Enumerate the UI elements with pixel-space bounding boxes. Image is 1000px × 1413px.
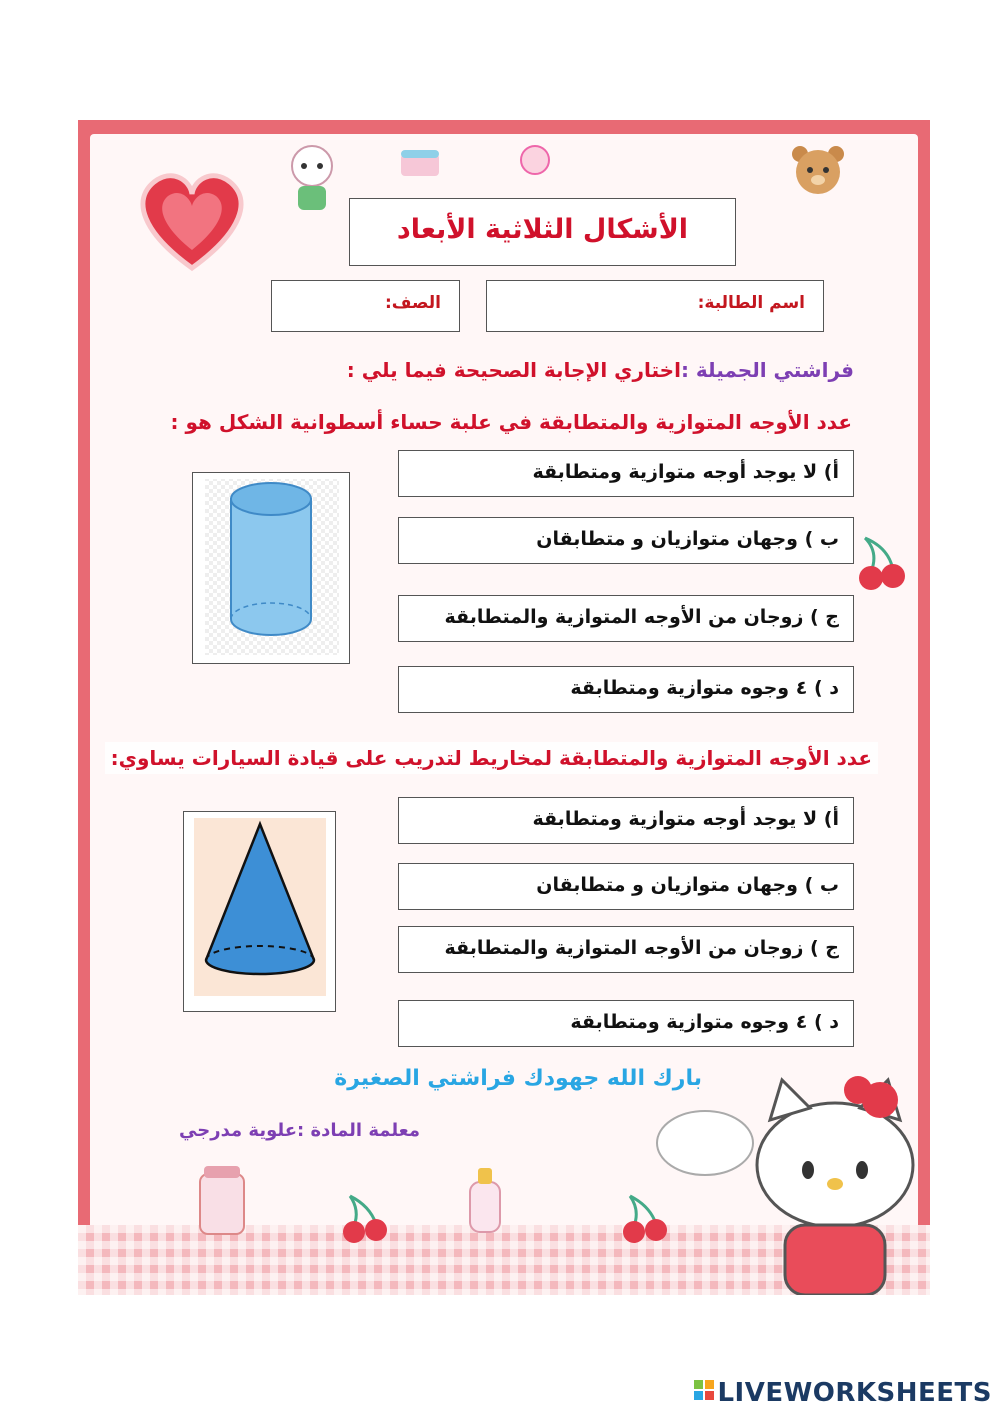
cone-icon [184, 812, 334, 1010]
bottle-sticker-decoration [460, 1160, 510, 1240]
liveworksheets-wordmark: LIVEWORKSHEETS [717, 1378, 992, 1408]
instruction-line [347, 358, 854, 382]
instruction-text: اختاري الإجابة الصحيحة فيما يلي : [346, 358, 681, 382]
q2-option-a[interactable]: أ) لا يوجد أوجه متوازية ومتطابقة [398, 797, 854, 844]
student-name-label: اسم الطالبة: [697, 293, 805, 313]
question-1-prompt: عدد الأوجه المتوازية والمتطابقة في علبة حساء أسطوانية الشكل هو : [170, 410, 852, 434]
q1-option-d[interactable]: د ) ٤ وجوه متوازية ومتطابقة [398, 666, 854, 713]
class-field[interactable] [271, 280, 460, 332]
cone-figure [183, 811, 336, 1012]
q1-option-b[interactable]: ب ) وجهان متوازيان و متطابقان [398, 517, 854, 564]
worksheet-title: الأشكال الثلاثية الأبعاد [349, 198, 736, 266]
q2-option-b[interactable]: ب ) وجهان متوازيان و متطابقان [398, 863, 854, 910]
q2-option-c[interactable]: ج ) زوجان من الأوجه المتوازية والمتطابقة [398, 926, 854, 973]
cake-sticker-decoration [395, 140, 445, 180]
teacher-signature: معلمة المادة :علوية مدرجي [179, 1120, 420, 1141]
q1-option-a[interactable]: أ) لا يوجد أوجه متوازية ومتطابقة [398, 450, 854, 497]
student-name-field[interactable] [486, 280, 824, 332]
instruction-prefix: فراشتي الجميلة : [680, 358, 854, 382]
closing-message: بارك الله جهودك فراشتي الصغيرة [334, 1066, 702, 1091]
liveworksheets-badge-icon [693, 1379, 715, 1405]
question-2-prompt: عدد الأوجه المتوازية والمتطابقة لمخاريط لتدريب على قيادة السيارات يساوي: [105, 742, 878, 774]
cherry-decoration [330, 1190, 400, 1250]
hello-kitty-decoration [740, 1060, 930, 1295]
cylinder-icon [193, 473, 348, 662]
bear-sticker-decoration [786, 140, 850, 210]
liveworksheets-logo [693, 1378, 992, 1408]
cherry-decoration [845, 528, 915, 598]
jar-sticker-decoration [192, 1160, 252, 1240]
heart-decoration [132, 160, 252, 280]
cylinder-figure [192, 472, 350, 664]
candy-sticker-decoration [510, 140, 560, 180]
class-label: الصف: [384, 293, 441, 313]
q2-option-d[interactable]: د ) ٤ وجوه متوازية ومتطابقة [398, 1000, 854, 1047]
cherry-decoration [610, 1190, 680, 1250]
kitty-sticker-decoration [282, 140, 342, 215]
q1-option-c[interactable]: ج ) زوجان من الأوجه المتوازية والمتطابقة [398, 595, 854, 642]
